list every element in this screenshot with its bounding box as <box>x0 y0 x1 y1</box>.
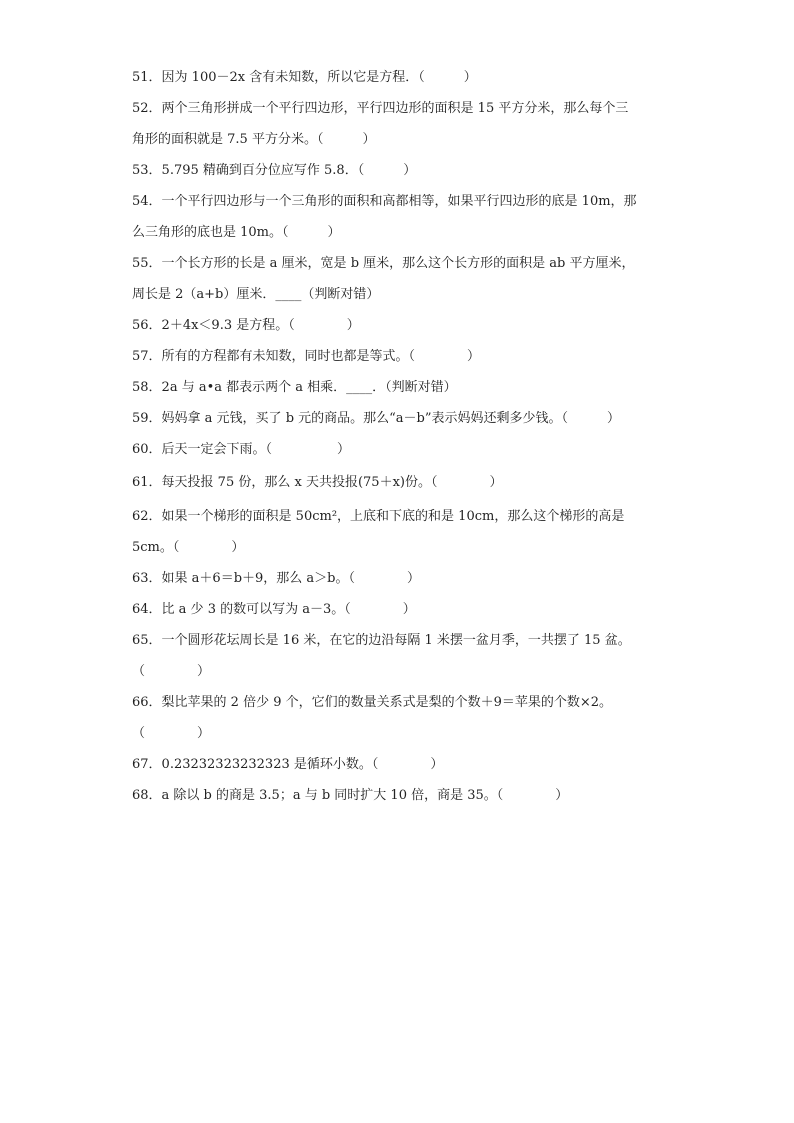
question-item <box>132 501 672 532</box>
question-text: 梨比苹果的 2 倍少 9 个，它们的数量关系式是梨的个数＋9＝苹果的个数×2。 <box>161 695 613 710</box>
question-number: 56． <box>132 318 162 333</box>
question-number: 61． <box>132 475 162 490</box>
question-list <box>132 62 672 811</box>
question-text: 每天投报 75 份，那么 x 天共投报(75＋x)份。（ ） <box>161 475 503 490</box>
question-text: a 除以 b 的商是 3.5；a 与 b 同时扩大 10 倍，商是 35。（ ） <box>161 788 569 803</box>
question-text: 2＋4x＜9.3 是方程。（ ） <box>161 318 360 333</box>
question-item <box>132 434 672 465</box>
question-text: 2a 与 a•a 都表示两个 a 相乘．____．（判断对错） <box>161 380 457 395</box>
question-number: 66． <box>132 695 162 710</box>
question-text: 5cm。（ ） <box>132 540 245 555</box>
question-text: 两个三角形拼成一个平行四边形，平行四边形的面积是 15 平方分米，那么每个三 <box>161 101 629 116</box>
question-text: 一个平行四边形与一个三角形的面积和高都相等，如果平行四边形的底是 10m，那 <box>161 194 637 209</box>
question-number: 62． <box>132 509 162 524</box>
question-item <box>132 155 672 186</box>
question-number: 58． <box>132 380 162 395</box>
question-text: 一个圆形花坛周长是 16 米，在它的边沿每隔 1 米摆一盆月季，一共摆了 15 盆。 <box>161 633 631 648</box>
question-item-continuation <box>132 656 672 687</box>
question-item <box>132 465 672 501</box>
question-text: 如果 a＋6＝b＋9，那么 a＞b。（ ） <box>161 571 420 586</box>
question-number: 64． <box>132 602 162 617</box>
question-text: （ ） <box>132 664 211 679</box>
question-text: 一个长方形的长是 a 厘米，宽是 b 厘米，那么这个长方形的面积是 ab 平方厘米， <box>161 256 635 271</box>
question-number: 55． <box>132 256 162 271</box>
question-item <box>132 341 672 372</box>
question-number: 63． <box>132 571 162 586</box>
question-item-continuation <box>132 124 672 155</box>
question-item <box>132 403 672 434</box>
question-item-continuation <box>132 532 672 563</box>
question-text: 后天一定会下雨。（ ） <box>161 442 351 457</box>
question-number: 68． <box>132 788 162 803</box>
question-item <box>132 625 672 656</box>
question-text: 如果一个梯形的面积是 50cm²，上底和下底的和是 10cm，那么这个梯形的高是 <box>161 509 625 524</box>
question-text: 5.795 精确到百分位应写作 5.8．（ ） <box>161 163 417 178</box>
question-number: 67． <box>132 757 162 772</box>
question-item <box>132 248 672 279</box>
question-item-continuation <box>132 279 672 310</box>
question-item <box>132 687 672 718</box>
question-number: 51． <box>132 70 162 85</box>
question-number: 52． <box>132 101 162 116</box>
question-item <box>132 310 672 341</box>
question-number: 53． <box>132 163 162 178</box>
question-item-continuation <box>132 718 672 749</box>
question-item <box>132 749 672 780</box>
question-text: 角形的面积就是 7.5 平方分米。（ ） <box>132 132 376 147</box>
question-text: 因为 100－2x 含有未知数，所以它是方程．（ ） <box>161 70 477 85</box>
question-text: 么三角形的底也是 10m。（ ） <box>132 225 341 240</box>
question-item <box>132 594 672 625</box>
question-text: 比 a 少 3 的数可以写为 a－3。（ ） <box>161 602 416 617</box>
question-item <box>132 563 672 594</box>
question-item <box>132 780 672 811</box>
question-text: 妈妈拿 a 元钱，买了 b 元的商品。那么“a－b”表示妈妈还剩多少钱。（ ） <box>161 411 621 426</box>
question-text: 周长是 2（a+b）厘米．____（判断对错） <box>132 287 380 302</box>
question-item <box>132 372 672 403</box>
question-text: 0.23232323232323 是循环小数。（ ） <box>161 757 444 772</box>
question-number: 60． <box>132 442 162 457</box>
question-item <box>132 62 672 93</box>
question-number: 57． <box>132 349 162 364</box>
question-number: 59． <box>132 411 162 426</box>
question-item <box>132 186 672 217</box>
question-number: 65． <box>132 633 162 648</box>
question-text: （ ） <box>132 726 211 741</box>
question-item-continuation <box>132 217 672 248</box>
question-number: 54． <box>132 194 162 209</box>
question-item <box>132 93 672 124</box>
question-text: 所有的方程都有未知数，同时也都是等式。（ ） <box>161 349 481 364</box>
